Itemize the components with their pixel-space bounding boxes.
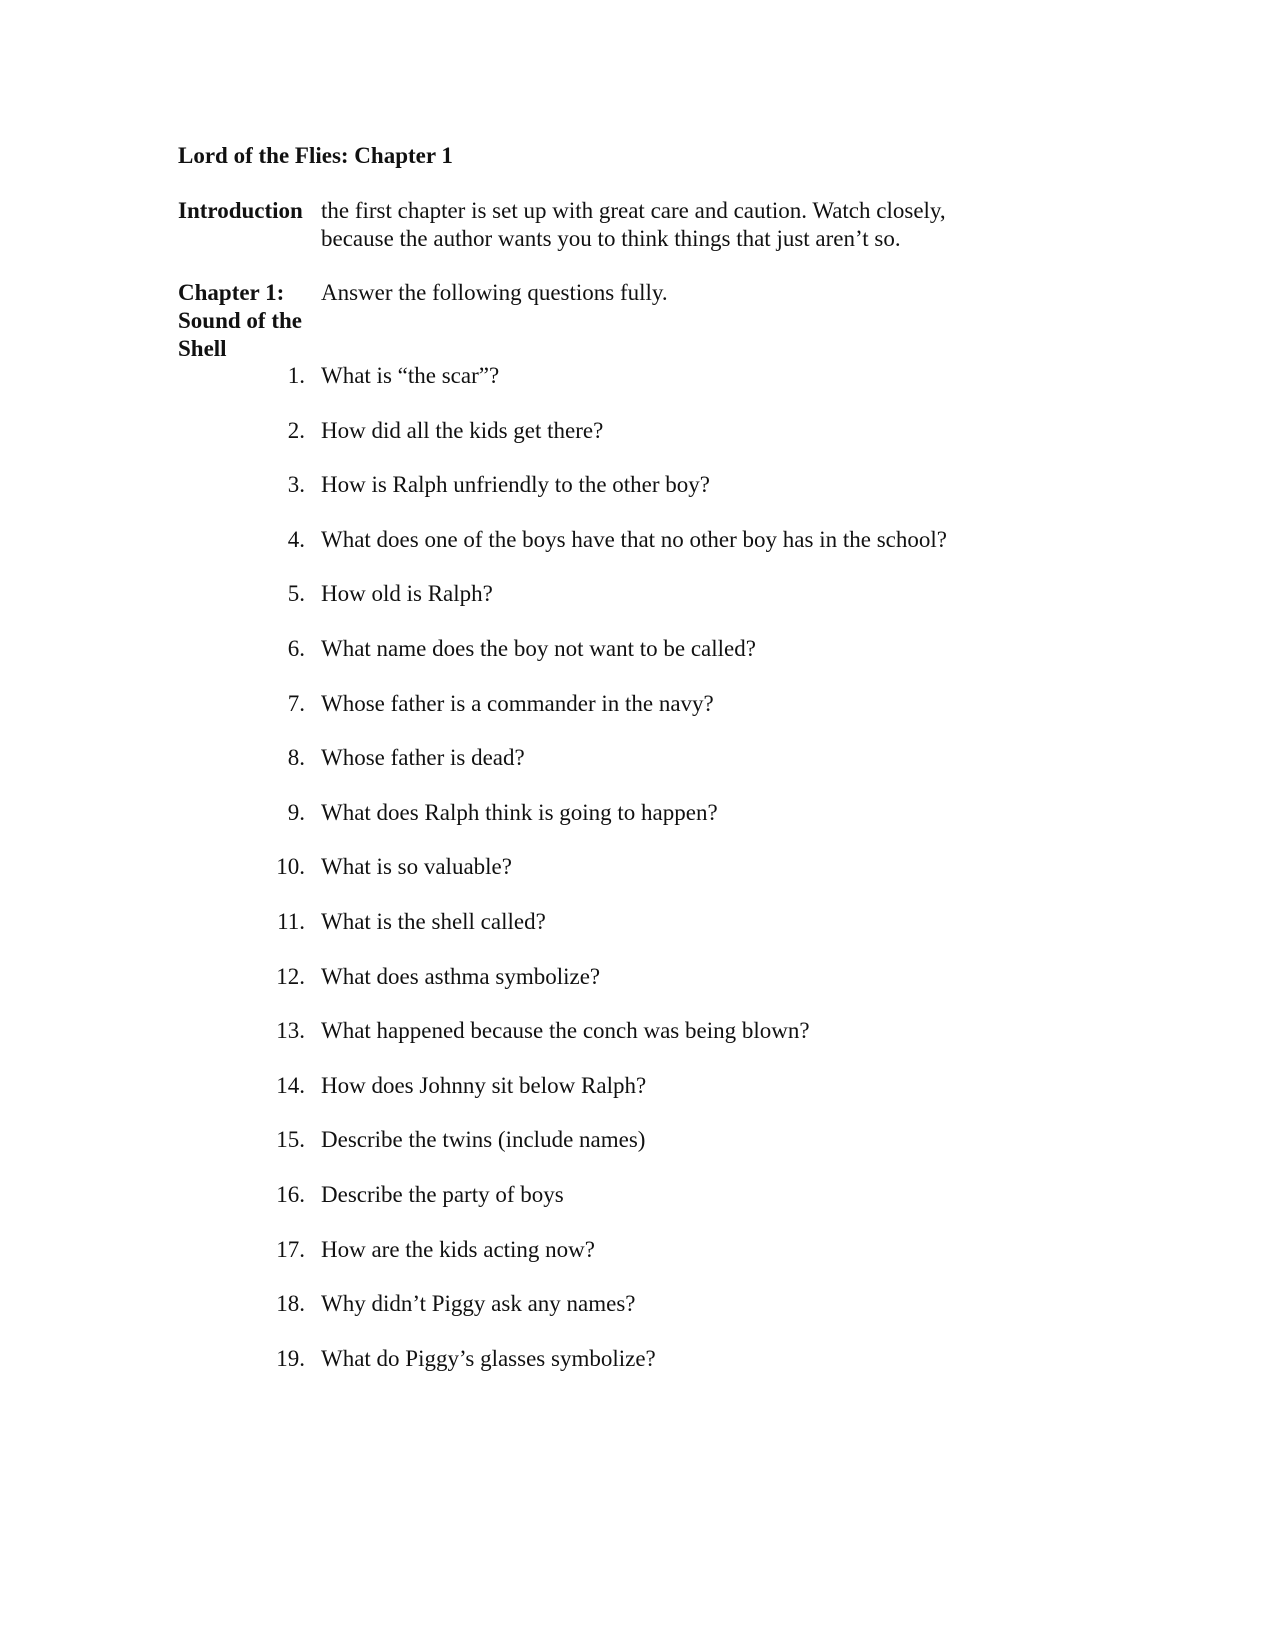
question-number: 4. bbox=[287, 526, 305, 552]
question-text: How old is Ralph? bbox=[321, 581, 493, 607]
question-number: 10. bbox=[276, 854, 305, 880]
question-number: 11. bbox=[277, 909, 305, 934]
question-text: What is the shell called? bbox=[321, 909, 546, 934]
question-text: Whose father is dead? bbox=[321, 745, 525, 771]
question-text: What is “the scar”? bbox=[321, 363, 500, 388]
question-item bbox=[260, 1236, 1060, 1264]
question-text: Describe the twins (include names) bbox=[321, 1127, 646, 1153]
question-number: 12. bbox=[276, 963, 305, 989]
question-item bbox=[260, 362, 1060, 390]
question-item bbox=[260, 1017, 1060, 1045]
question-item bbox=[260, 799, 1060, 827]
question-number: 8. bbox=[287, 745, 305, 771]
question-number: 3. bbox=[287, 472, 305, 498]
question-text: What name does the boy not want to be called? bbox=[321, 636, 756, 661]
question-number: 14. bbox=[276, 1072, 305, 1098]
introduction-line-2: because the author wants you to think things that just aren’t so. bbox=[321, 226, 901, 251]
chapter-label-line-2: Sound of the bbox=[178, 308, 302, 333]
question-text: Whose father is a commander in the navy? bbox=[321, 690, 714, 716]
chapter-label-line-3: Shell bbox=[178, 336, 227, 361]
question-text: Describe the party of boys bbox=[321, 1182, 564, 1207]
question-item bbox=[260, 744, 1060, 772]
question-text: What do Piggy’s glasses symbolize? bbox=[321, 1345, 656, 1371]
chapter-label-line-1: Chapter 1: bbox=[178, 280, 285, 305]
question-item bbox=[260, 1126, 1060, 1154]
question-number: 13. bbox=[276, 1018, 305, 1044]
question-item bbox=[260, 580, 1060, 608]
question-number: 2. bbox=[287, 417, 305, 443]
introduction-label: Introduction bbox=[178, 198, 303, 223]
question-number: 6. bbox=[287, 636, 305, 661]
introduction-line-1: the first chapter is set up with great care and caution. Watch closely, bbox=[321, 198, 946, 223]
question-item bbox=[260, 690, 1060, 718]
question-text: What is so valuable? bbox=[321, 854, 512, 880]
question-number: 5. bbox=[287, 581, 305, 607]
question-text: Why didn’t Piggy ask any names? bbox=[321, 1291, 636, 1317]
question-item bbox=[260, 471, 1060, 499]
question-item bbox=[260, 417, 1060, 445]
question-text: What does asthma symbolize? bbox=[321, 963, 601, 989]
question-number: 9. bbox=[287, 799, 305, 825]
question-number: 19. bbox=[276, 1345, 305, 1371]
question-text: How are the kids acting now? bbox=[321, 1236, 596, 1262]
question-text: How does Johnny sit below Ralph? bbox=[321, 1072, 647, 1098]
question-item bbox=[260, 635, 1060, 663]
question-text: What does Ralph think is going to happen? bbox=[321, 799, 718, 825]
question-item bbox=[260, 526, 1060, 554]
question-text: What happened because the conch was being blown? bbox=[321, 1018, 810, 1044]
question-text: How did all the kids get there? bbox=[321, 417, 604, 443]
question-number: 18. bbox=[276, 1291, 305, 1317]
question-text: How is Ralph unfriendly to the other boy? bbox=[321, 472, 711, 498]
chapter-instruction: Answer the following questions fully. bbox=[321, 280, 668, 305]
question-number: 7. bbox=[287, 690, 305, 716]
question-item bbox=[260, 908, 1060, 936]
question-item bbox=[260, 1072, 1060, 1100]
question-item bbox=[260, 853, 1060, 881]
question-number: 1. bbox=[287, 363, 305, 388]
question-number: 17. bbox=[276, 1236, 305, 1262]
page-title: Lord of the Flies: Chapter 1 bbox=[178, 143, 453, 168]
question-number: 15. bbox=[276, 1127, 305, 1153]
question-item bbox=[260, 1290, 1060, 1318]
question-item bbox=[260, 963, 1060, 991]
question-item bbox=[260, 1181, 1060, 1209]
question-number: 16. bbox=[276, 1182, 305, 1207]
question-text: What does one of the boys have that no other boy has in the school? bbox=[321, 526, 947, 552]
question-item bbox=[260, 1345, 1060, 1373]
